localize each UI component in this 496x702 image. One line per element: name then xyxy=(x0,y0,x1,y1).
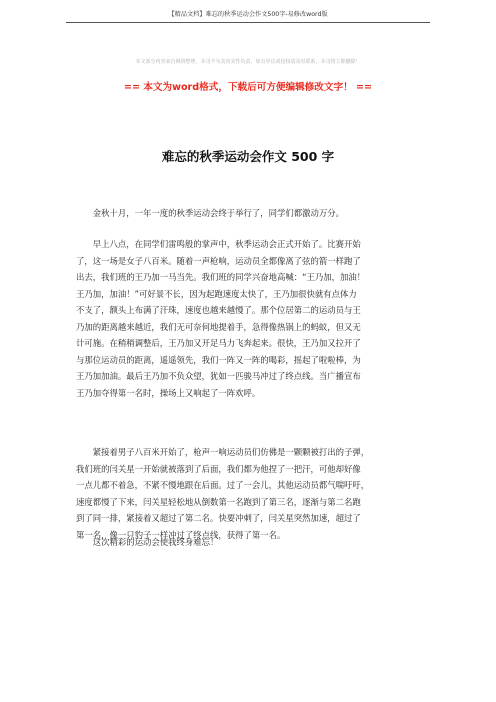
paragraph-line: 王乃加，加油！”可好景不长，因为起跑速度太快了，王乃加很快就有点体力 xyxy=(76,288,357,299)
paragraph-4 xyxy=(76,534,416,551)
paragraph-line: 不支了，额头上布满了汗珠，速度也越来越慢了。那个位居第二的运动员与王 xyxy=(76,305,361,315)
paragraph-line: 早上八点，在同学们雷鸣般的掌声中，秋季运动会正式开始了。比赛开始 xyxy=(76,239,361,249)
document-header-title: 【精品文档】难忘的秋季运动会作文500字-易修改word版 xyxy=(168,11,328,18)
paragraph-line: 第一名，像一只豹子一样冲过了终点线，获得了第一名。 xyxy=(76,529,286,540)
paragraph-line: 了，这一场是女子八百米。随着一声枪响，运动员全都像离了弦的箭一样跑了 xyxy=(76,255,361,266)
paragraph-line: 金秋十月，一年一度的秋季运动会终于举行了，同学们都激动万分。 xyxy=(76,208,344,218)
document-title: 难忘的秋季运动会作文 500 字 xyxy=(161,149,335,164)
paragraph-line: 速度都慢了下来，闫关星轻松地从倒数第一名跑到了第三名，逐渐与第二名跑 xyxy=(76,496,361,507)
header-divider xyxy=(66,22,430,23)
paragraph-line: 紧接着男子八百米开始了，枪声一响运动员们仿佛是一颗颗被打出的子弹， xyxy=(76,447,370,457)
paragraph-line: 一点儿都不着急，不紧不慢地跟在后面。过了一会儿，其他运动员都气喘吁吁， xyxy=(76,480,370,490)
paragraph-1 xyxy=(76,205,416,222)
paragraph-line: 我们班的闫关星一开始就被落到了后面，我们都为他捏了一把汗，可他却好像 xyxy=(76,463,361,474)
paragraph-line: 王乃加加油。最后王乃加不负众望，犹如一匹骏马冲过了终点线。当广播宣布 xyxy=(76,371,361,381)
paragraph-2 xyxy=(76,236,416,401)
paragraph-line: 王乃加夺得第一名时，操场上又响起了一阵欢呼。 xyxy=(76,387,261,398)
paragraph-line: 这次精彩的运动会使我终身难忘！ xyxy=(76,537,219,547)
paragraph-line: 计可施。在稍稍调整后，王乃加又开足马力飞奔起来。很快，王乃加又拉开了 xyxy=(76,338,361,348)
paragraph-line: 出去，我们班的王乃加一马当先。我们班的同学兴奋地高喊：“王乃加，加油！ xyxy=(76,272,366,282)
paragraph-line: 与那位运动员的距离，遥遥领先，我们一阵又一阵的喝彩，摇起了啦啦棒，为 xyxy=(76,354,361,365)
word-format-banner: == 本文为word格式，下载后可方便编辑修改文字！ == xyxy=(123,82,373,93)
paragraph-3 xyxy=(76,444,416,543)
paragraph-line: 到了同一排，紧接着又超过了第二名。快要冲刺了，闫关星突然加速，超过了 xyxy=(76,513,361,523)
paragraph-line: 乃加的距离越来越近，我们无可奈何地提着手，急得像热锅上的蚂蚁，但又无 xyxy=(76,321,361,332)
disclaimer-text: 本文部分内容来自网络整理，本司不为其真实性负责，如有异议或侵权请及时联系，本司将立即删除！ xyxy=(135,59,361,65)
